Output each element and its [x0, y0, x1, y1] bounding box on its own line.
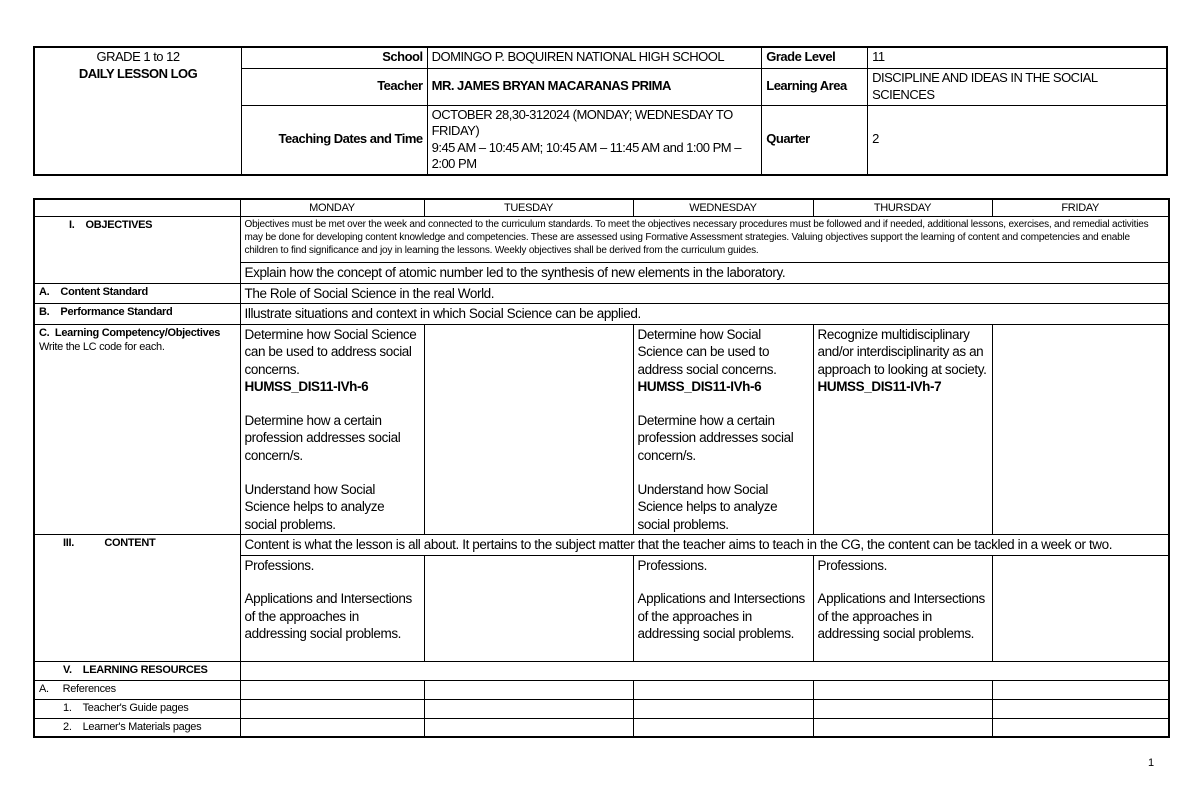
day-friday: FRIDAY [992, 199, 1169, 217]
cell [424, 680, 633, 699]
grade-level-value: 11 [868, 47, 1167, 68]
wednesday-objective-2: Determine how a certain profession addresses social concern/s. [637, 412, 794, 463]
monday-topic-1: Professions. [244, 557, 314, 573]
wednesday-lc-code: HUMSS_DIS11-IVh-6 [637, 379, 762, 395]
monday-objective-2: Determine how a certain profession addresses social concern/s. [244, 412, 401, 463]
monday-lc-code: HUMSS_DIS11-IVh-6 [244, 379, 369, 395]
content-monday [240, 555, 424, 661]
school-value: DOMINGO P. BOQUIREN NATIONAL HIGH SCHOOL [427, 47, 762, 68]
competency-row [34, 324, 1169, 534]
competency-wednesday [633, 324, 813, 534]
learning-area-label: Learning Area [762, 68, 868, 105]
thursday-objective-1: Recognize multidisciplinary and/or interdisciplinarity as an approach to looking at society. [817, 326, 987, 377]
content-standard-row [34, 283, 1169, 304]
cell [813, 699, 992, 718]
lesson-log-table [33, 198, 1170, 738]
competency-monday [240, 324, 424, 534]
resources-row [34, 661, 1169, 680]
teacher-label: Teacher [242, 68, 427, 105]
dates-value [427, 105, 762, 175]
monday-objective-3: Understand how Social Science helps to analyze social problems. [244, 481, 385, 532]
cell [813, 680, 992, 699]
quarter-value: 2 [868, 105, 1167, 175]
school-label: School [242, 47, 427, 68]
doc-title-cell [34, 47, 242, 175]
grade-level-label: Grade Level [762, 47, 868, 68]
content-heading: III. CONTENT [34, 535, 240, 662]
content-description: Content is what the lesson is all about. It pertains to the subject matter that the teacher aims to teach in the CG, the content can be tackled in a week or two. [240, 535, 1169, 556]
teachers-guide-row [34, 699, 1169, 718]
doc-title: DAILY LESSON LOG [78, 65, 198, 81]
objectives-heading: I. OBJECTIVES [34, 217, 240, 284]
content-standard-label: A. Content Standard [34, 283, 240, 304]
content-tuesday [424, 555, 633, 661]
header-table [33, 46, 1168, 176]
wednesday-topic-2: Applications and Intersections of the approaches in addressing social problems. [637, 591, 805, 642]
thursday-lc-code: HUMSS_DIS11-IVh-7 [817, 379, 942, 395]
competency-friday [992, 324, 1169, 534]
learning-area-value: DISCIPLINE AND IDEAS IN THE SOCIAL SCIENCES [868, 68, 1167, 105]
objectives-row [34, 217, 1169, 263]
thursday-topic-1: Professions. [817, 557, 887, 573]
cell [992, 718, 1169, 737]
resources-span [240, 661, 1169, 680]
wednesday-objective-1: Determine how Social Science can be used to address social concerns. [637, 326, 777, 377]
teacher-value: MR. JAMES BRYAN MACARANAS PRIMA [427, 68, 762, 105]
cell [633, 680, 813, 699]
objectives-description: Objectives must be met over the week and connected to the curriculum standards. To meet the objectives necessary procedures must be followed and if needed, additional lessons, exercises, and remedial activities may be done for developing content knowledge and competencies. These are assessed using Formative Assessment strategies. Valuing objectives support the learning of content and competencies and enable children to find significance and joy in learning the lessons. Weekly objectives shall be derived from the curriculum guides. [240, 217, 1169, 263]
wednesday-objective-3: Understand how Social Science helps to analyze social problems. [637, 481, 778, 532]
cell [424, 718, 633, 737]
content-row [34, 535, 1169, 556]
monday-objective-1: Determine how Social Science can be used to address social concerns. [244, 326, 417, 377]
empty-corner [34, 199, 240, 217]
references-row [34, 680, 1169, 699]
cell [992, 699, 1169, 718]
dates-line: OCTOBER 28,30-312024 (MONDAY; WEDNESDAY TO FRIDAY) [431, 106, 733, 139]
competency-sublabel: Write the LC code for each. [39, 340, 165, 353]
learners-materials-row [34, 718, 1169, 737]
cell [813, 718, 992, 737]
cell [240, 680, 424, 699]
cell [992, 680, 1169, 699]
day-wednesday: WEDNESDAY [633, 199, 813, 217]
learners-materials-label: 2. Learner's Materials pages [34, 718, 240, 737]
times-line: 9:45 AM – 10:45 AM; 10:45 AM – 11:45 AM and 1:00 PM – 2:00 PM [431, 139, 741, 172]
cell [633, 699, 813, 718]
page-number: 1 [1148, 757, 1155, 769]
thursday-topic-2: Applications and Intersections of the approaches in addressing social problems. [817, 591, 985, 642]
teachers-guide-label: 1. Teacher's Guide pages [34, 699, 240, 718]
cell [240, 718, 424, 737]
cell [633, 718, 813, 737]
cell [424, 699, 633, 718]
performance-standard-row [34, 304, 1169, 325]
dates-label: Teaching Dates and Time [242, 105, 427, 175]
grade-range: GRADE 1 to 12 [96, 49, 180, 64]
content-friday [992, 555, 1169, 661]
day-tuesday: TUESDAY [424, 199, 633, 217]
quarter-label: Quarter [762, 105, 868, 175]
competency-label-cell [34, 324, 240, 534]
wednesday-topic-1: Professions. [637, 557, 707, 573]
day-thursday: THURSDAY [813, 199, 992, 217]
content-thursday [813, 555, 992, 661]
performance-standard-label: B. Performance Standard [34, 304, 240, 325]
competency-label: C. Learning Competency/Objectives [39, 326, 221, 339]
cell [240, 699, 424, 718]
competency-tuesday [424, 324, 633, 534]
days-header-row [34, 199, 1169, 217]
resources-heading: V. LEARNING RESOURCES [34, 661, 240, 680]
monday-topic-2: Applications and Intersections of the approaches in addressing social problems. [244, 591, 412, 642]
weekly-objective: Explain how the concept of atomic number led to the synthesis of new elements in the laboratory. [240, 263, 1169, 284]
performance-standard-value: Illustrate situations and context in which Social Science can be applied. [240, 304, 1169, 325]
references-label: A. References [34, 680, 240, 699]
content-standard-value: The Role of Social Science in the real World. [240, 283, 1169, 304]
day-monday: MONDAY [240, 199, 424, 217]
competency-thursday [813, 324, 992, 534]
content-wednesday [633, 555, 813, 661]
